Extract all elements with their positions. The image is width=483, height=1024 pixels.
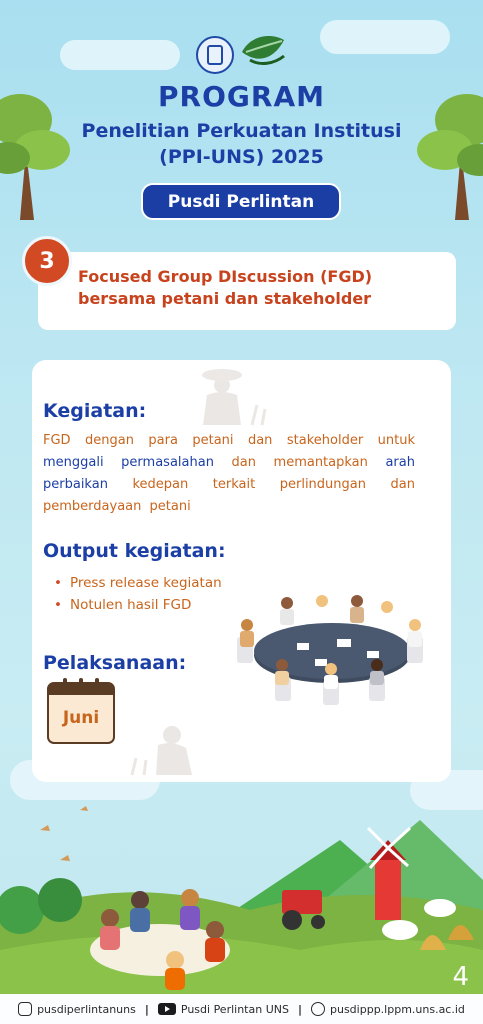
description-word: perbaikan xyxy=(43,477,108,492)
implementation-month: Juni xyxy=(62,708,100,728)
description-word: permasalahan xyxy=(121,455,214,470)
description-word: dengan xyxy=(85,433,134,448)
description-word: FGD xyxy=(43,433,71,448)
kegiatan-heading: Kegiatan: xyxy=(43,400,147,422)
step-number-badge: 3 xyxy=(22,236,72,286)
farm-landscape-illustration xyxy=(0,800,483,994)
details-card xyxy=(32,360,451,782)
instagram-handle: pusdiperlintanuns xyxy=(37,1002,136,1016)
program-subtitle-line1: Penelitian Perkuatan Institusi xyxy=(81,120,402,142)
topic-line2: bersama petani dan stakeholder xyxy=(78,289,372,308)
topic-card xyxy=(38,252,456,330)
description-word: arah xyxy=(385,455,415,470)
description-word: petani xyxy=(192,433,234,448)
instagram-link[interactable] xyxy=(18,1002,136,1016)
youtube-channel: Pusdi Perlintan UNS xyxy=(180,1002,289,1016)
description-word: pemberdayaan xyxy=(43,499,142,514)
description-word: dan xyxy=(390,477,415,492)
website-link[interactable] xyxy=(311,1002,465,1016)
uns-logo xyxy=(196,36,234,74)
description-word: stakeholder xyxy=(286,433,364,448)
description-word: dan xyxy=(247,433,273,448)
globe-icon xyxy=(311,1002,325,1016)
page-number: 4 xyxy=(452,962,469,992)
kegiatan-description xyxy=(43,430,419,518)
separator: | xyxy=(297,1002,302,1016)
description-word: kedepan xyxy=(132,477,189,492)
calendar-icon xyxy=(47,682,115,744)
output-item: • Notulen hasil FGD xyxy=(54,597,191,613)
description-word: para xyxy=(148,433,178,448)
farmer-watermark-illustration xyxy=(167,365,277,435)
description-word: menggali xyxy=(43,455,104,470)
description-word: dan xyxy=(231,455,256,470)
pelaksanaan-heading: Pelaksanaan: xyxy=(43,652,187,674)
output-heading: Output kegiatan: xyxy=(43,540,226,562)
topic-line1: Focused Group DIscussion (FGD) xyxy=(78,267,373,286)
topic-heading xyxy=(78,266,438,310)
separator: | xyxy=(144,1002,149,1016)
meeting-table-illustration xyxy=(227,595,432,710)
website-url: pusdippp.lppm.uns.ac.id xyxy=(330,1002,465,1016)
description-word: petani xyxy=(149,499,191,514)
youtube-icon xyxy=(158,1003,176,1015)
description-word: untuk xyxy=(377,433,415,448)
description-word: terkait xyxy=(212,477,256,492)
organization-badge: Pusdi Perlintan xyxy=(141,183,341,220)
program-title: PROGRAM xyxy=(158,80,325,113)
description-word: perlindungan xyxy=(279,477,366,492)
pusdi-leaf-logo xyxy=(240,32,286,70)
youtube-link[interactable] xyxy=(158,1003,289,1016)
output-item: • Press release kegiatan xyxy=(54,575,222,591)
planting-watermark-illustration xyxy=(122,720,242,780)
logo-bar xyxy=(0,30,483,78)
footer-social-bar xyxy=(0,994,483,1024)
description-word: memantapkan xyxy=(273,455,368,470)
instagram-icon xyxy=(18,1002,32,1016)
program-subtitle-line2: (PPI-UNS) 2025 xyxy=(159,146,324,168)
